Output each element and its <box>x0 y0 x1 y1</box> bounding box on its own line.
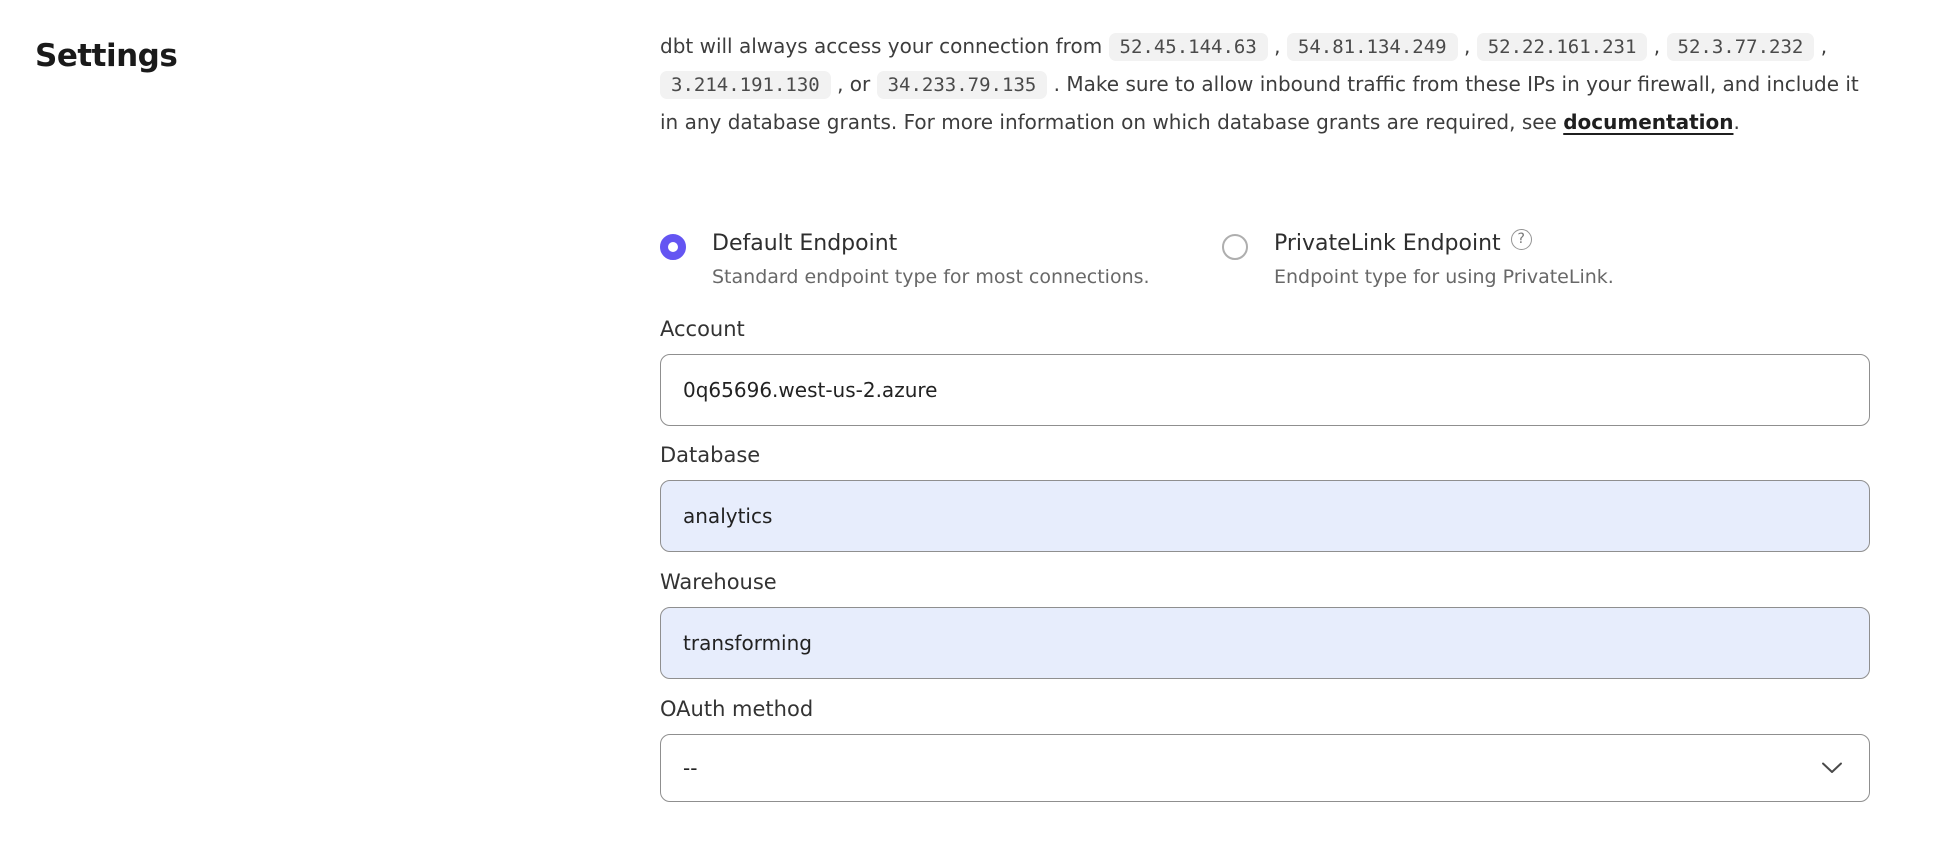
field-database <box>660 442 1870 552</box>
endpoint-type-radio-group <box>660 230 1870 310</box>
documentation-link[interactable]: documentation <box>1563 110 1734 134</box>
field-warehouse <box>660 569 1870 679</box>
database-label: Database <box>660 443 761 467</box>
endpoint-option-default-label: Default Endpoint <box>712 231 898 256</box>
radio-privatelink-endpoint[interactable] <box>1222 234 1248 260</box>
help-icon[interactable]: ? <box>1511 229 1532 250</box>
endpoint-option-privatelink-text <box>1274 230 1614 289</box>
endpoint-option-default-text <box>712 230 1150 289</box>
page-title: Settings <box>35 38 178 74</box>
ip-address-chip: 3.214.191.130 <box>660 71 831 99</box>
radio-default-endpoint[interactable] <box>660 234 686 260</box>
intro-paragraph: dbt will always access your connection from 52.45.144.63 , 54.81.134.249 , 52.22.161.231 , 52.3.77.232 , 3.214.191.130 , or 34.233.79.135 . Make sure to allow inbound traffic from these IPs in your firewall, and include it in any database grants. For more information on which database grants are required, see documentation. <box>660 34 1859 134</box>
warehouse-input[interactable] <box>660 607 1870 679</box>
database-input[interactable] <box>660 480 1870 552</box>
ip-address-chip: 52.22.161.231 <box>1477 33 1648 61</box>
oauth-method-selected-value: -- <box>683 756 698 780</box>
oauth-method-select[interactable] <box>660 734 1870 802</box>
field-account <box>660 316 1870 426</box>
account-label: Account <box>660 317 745 341</box>
field-oauth-method <box>660 696 1870 802</box>
ip-address-chip: 52.45.144.63 <box>1109 33 1268 61</box>
endpoint-option-privatelink-description: Endpoint type for using PrivateLink. <box>1274 266 1614 288</box>
account-input[interactable] <box>660 354 1870 426</box>
ip-address-chip: 54.81.134.249 <box>1287 33 1458 61</box>
endpoint-option-default-description: Standard endpoint type for most connections. <box>712 266 1150 288</box>
ip-address-chip: 52.3.77.232 <box>1667 33 1815 61</box>
endpoint-option-default[interactable] <box>660 230 1150 289</box>
ip-address-chip: 34.233.79.135 <box>877 71 1048 99</box>
oauth-method-label: OAuth method <box>660 697 814 721</box>
endpoint-option-privatelink[interactable] <box>1222 230 1614 289</box>
endpoint-option-privatelink-label: PrivateLink Endpoint <box>1274 231 1501 256</box>
chevron-down-icon <box>1821 762 1843 775</box>
warehouse-label: Warehouse <box>660 570 777 594</box>
